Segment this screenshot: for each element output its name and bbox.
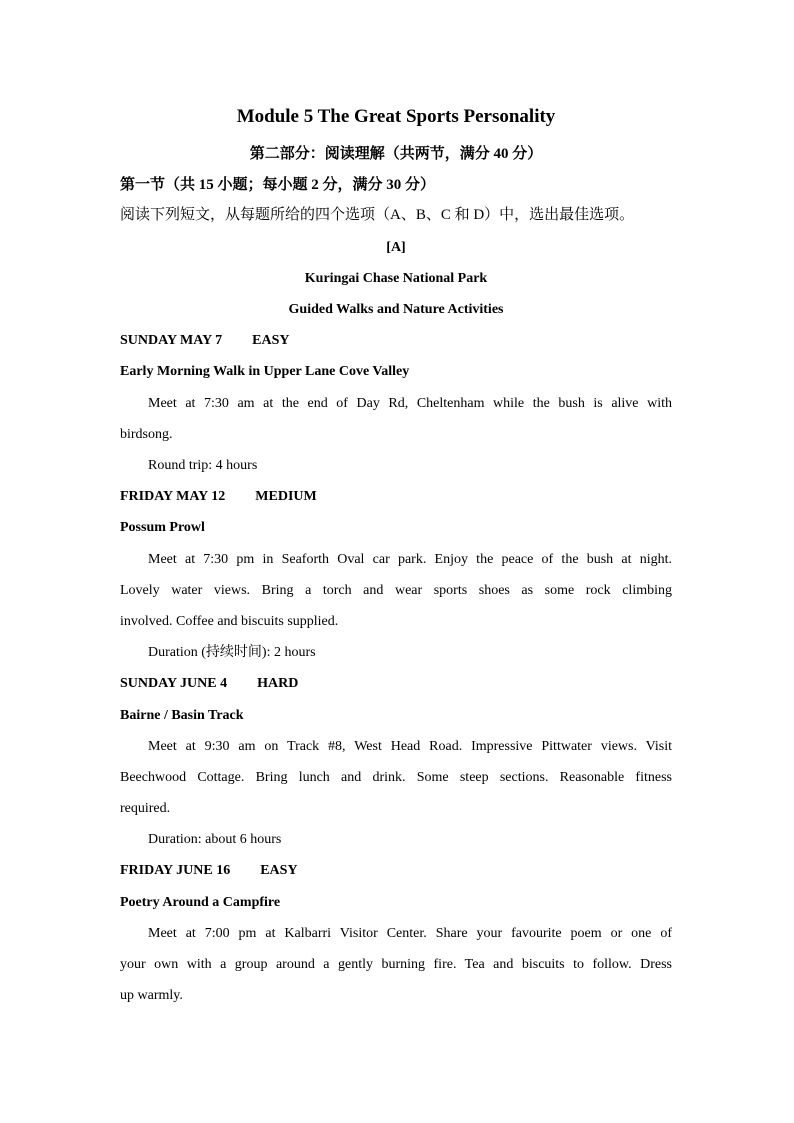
event-duration: Duration (持续时间): 2 hours <box>148 645 316 660</box>
event-date-line <box>120 487 317 507</box>
event-date-line <box>120 674 298 694</box>
event-date-line <box>120 861 298 881</box>
event-name: Bairne / Basin Track <box>120 708 244 723</box>
event-description: Meet at 7:30 pm in Seaforth Oval car park. Enjoy the peace of the bush at night. <box>148 552 672 567</box>
event-description: Meet at 9:30 am on Track #8, West Head Road. Impressive Pittwater views. Visit <box>148 739 672 754</box>
event-duration: Round trip: 4 hours <box>148 458 258 473</box>
event-date-line <box>120 331 290 351</box>
event-duration: Duration: about 6 hours <box>148 832 282 847</box>
event-name: Early Morning Walk in Upper Lane Cove Valley <box>120 364 410 379</box>
park-name: Kuringai Chase National Park <box>304 271 488 286</box>
event-date: FRIDAY MAY 12 <box>120 489 226 504</box>
event-description: up warmly. <box>120 988 183 1003</box>
passage-subtitle: Guided Walks and Nature Activities <box>288 302 504 317</box>
part-heading: 第二部分：阅读理解（共两节，满分 40 分） <box>249 146 543 162</box>
event-name: Possum Prowl <box>120 520 205 535</box>
event-level: EASY <box>260 863 298 878</box>
event-description: required. <box>120 801 171 816</box>
event-date: FRIDAY JUNE 16 <box>120 863 231 878</box>
event-name: Poetry Around a Campfire <box>120 895 281 910</box>
event-description: birdsong. <box>120 427 173 442</box>
event-level: MEDIUM <box>255 489 317 504</box>
event-description: involved. Coffee and biscuits supplied. <box>120 614 339 629</box>
section-heading: 第一节（共 15 小题；每小题 2 分，满分 30 分） <box>120 177 436 193</box>
module-title: Module 5 The Great Sports Personality <box>236 106 556 127</box>
event-date: SUNDAY JUNE 4 <box>120 676 228 691</box>
event-description: Lovely water views. Bring a torch and wear sports shoes as some rock climbing <box>120 583 672 598</box>
event-description: Meet at 7:30 am at the end of Day Rd, Cheltenham while the bush is alive with <box>148 396 672 411</box>
event-description: your own with a group around a gently burning fire. Tea and biscuits to follow. Dress <box>120 957 672 972</box>
event-level: HARD <box>257 676 299 691</box>
event-level: EASY <box>252 333 290 348</box>
event-date: SUNDAY MAY 7 <box>120 333 223 348</box>
passage-label: [A] <box>386 240 406 255</box>
event-description: Meet at 7:00 pm at Kalbarri Visitor Center. Share your favourite poem or one of <box>148 926 672 941</box>
event-description: Beechwood Cottage. Bring lunch and drink. Some steep sections. Reasonable fitness <box>120 770 672 785</box>
instruction-text: 阅读下列短文，从每题所给的四个选项（A、B、C 和 D）中，选出最佳选项。 <box>120 207 635 223</box>
